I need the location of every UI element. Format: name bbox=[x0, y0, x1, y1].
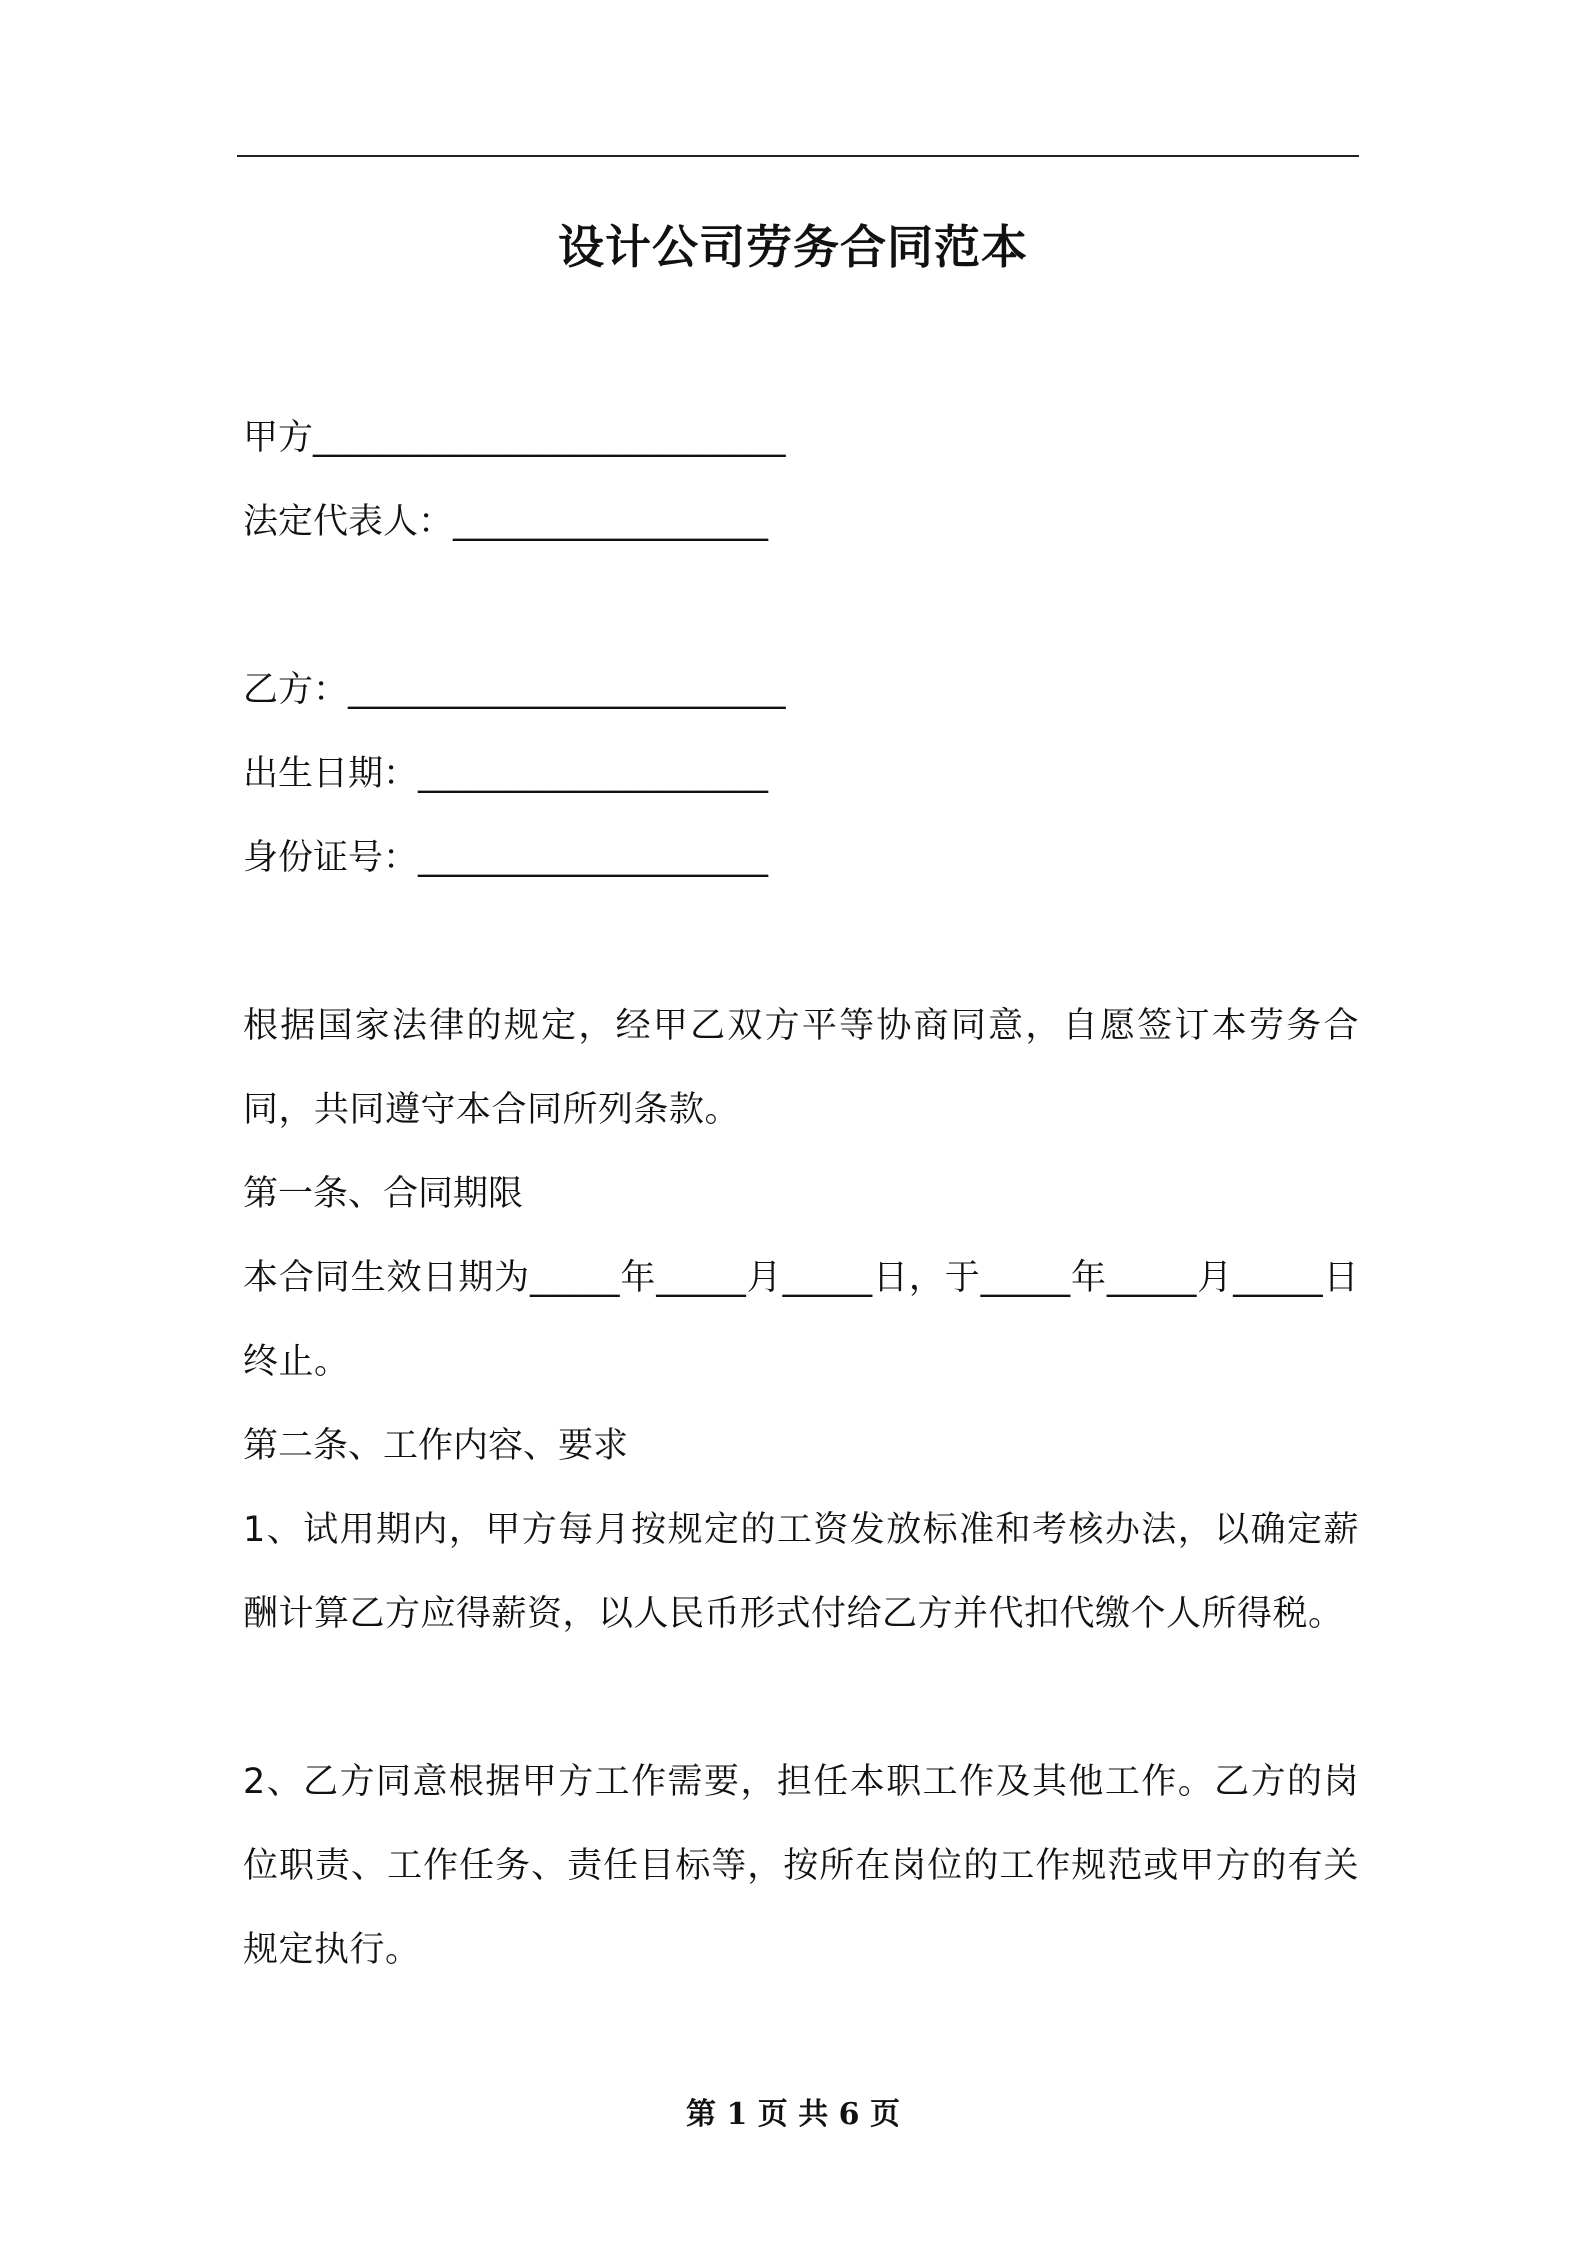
article-2-item-1: 1、试用期内，甲方每月按规定的工资发放标准和考核办法，以确定薪酬计算乙方应得薪资，以人民币形式付给乙方并代扣代缴个人所得税。 bbox=[243, 1510, 1359, 1634]
party-b-line: 乙方：_________________________ bbox=[243, 670, 786, 710]
document-title: 设计公司劳务合同范本 bbox=[558, 220, 1028, 274]
birth-date-line: 出生日期：____________________ bbox=[243, 754, 769, 794]
id-number-line: 身份证号：____________________ bbox=[243, 838, 769, 878]
header-rule bbox=[237, 155, 1359, 157]
preamble-paragraph: 根据国家法律的规定，经甲乙双方平等协商同意，自愿签订本劳务合同，共同遵守本合同所列条款。 bbox=[243, 1006, 1359, 1130]
party-a-line: 甲方___________________________ bbox=[243, 418, 786, 458]
article-1-text: 本合同生效日期为_____年_____月_____日，于_____年_____月_____日终止。 bbox=[243, 1258, 1359, 1382]
legal-representative-line: 法定代表人：__________________ bbox=[243, 502, 769, 542]
article-1-heading: 第一条、合同期限 bbox=[243, 1174, 524, 1214]
page-number-footer: 第 1 页 共 6 页 bbox=[686, 2097, 900, 2132]
article-2-heading: 第二条、工作内容、要求 bbox=[243, 1426, 629, 1466]
article-2-item-2: 2、乙方同意根据甲方工作需要，担任本职工作及其他工作。乙方的岗位职责、工作任务、责任目标等，按所在岗位的工作规范或甲方的有关规定执行。 bbox=[243, 1762, 1359, 1970]
